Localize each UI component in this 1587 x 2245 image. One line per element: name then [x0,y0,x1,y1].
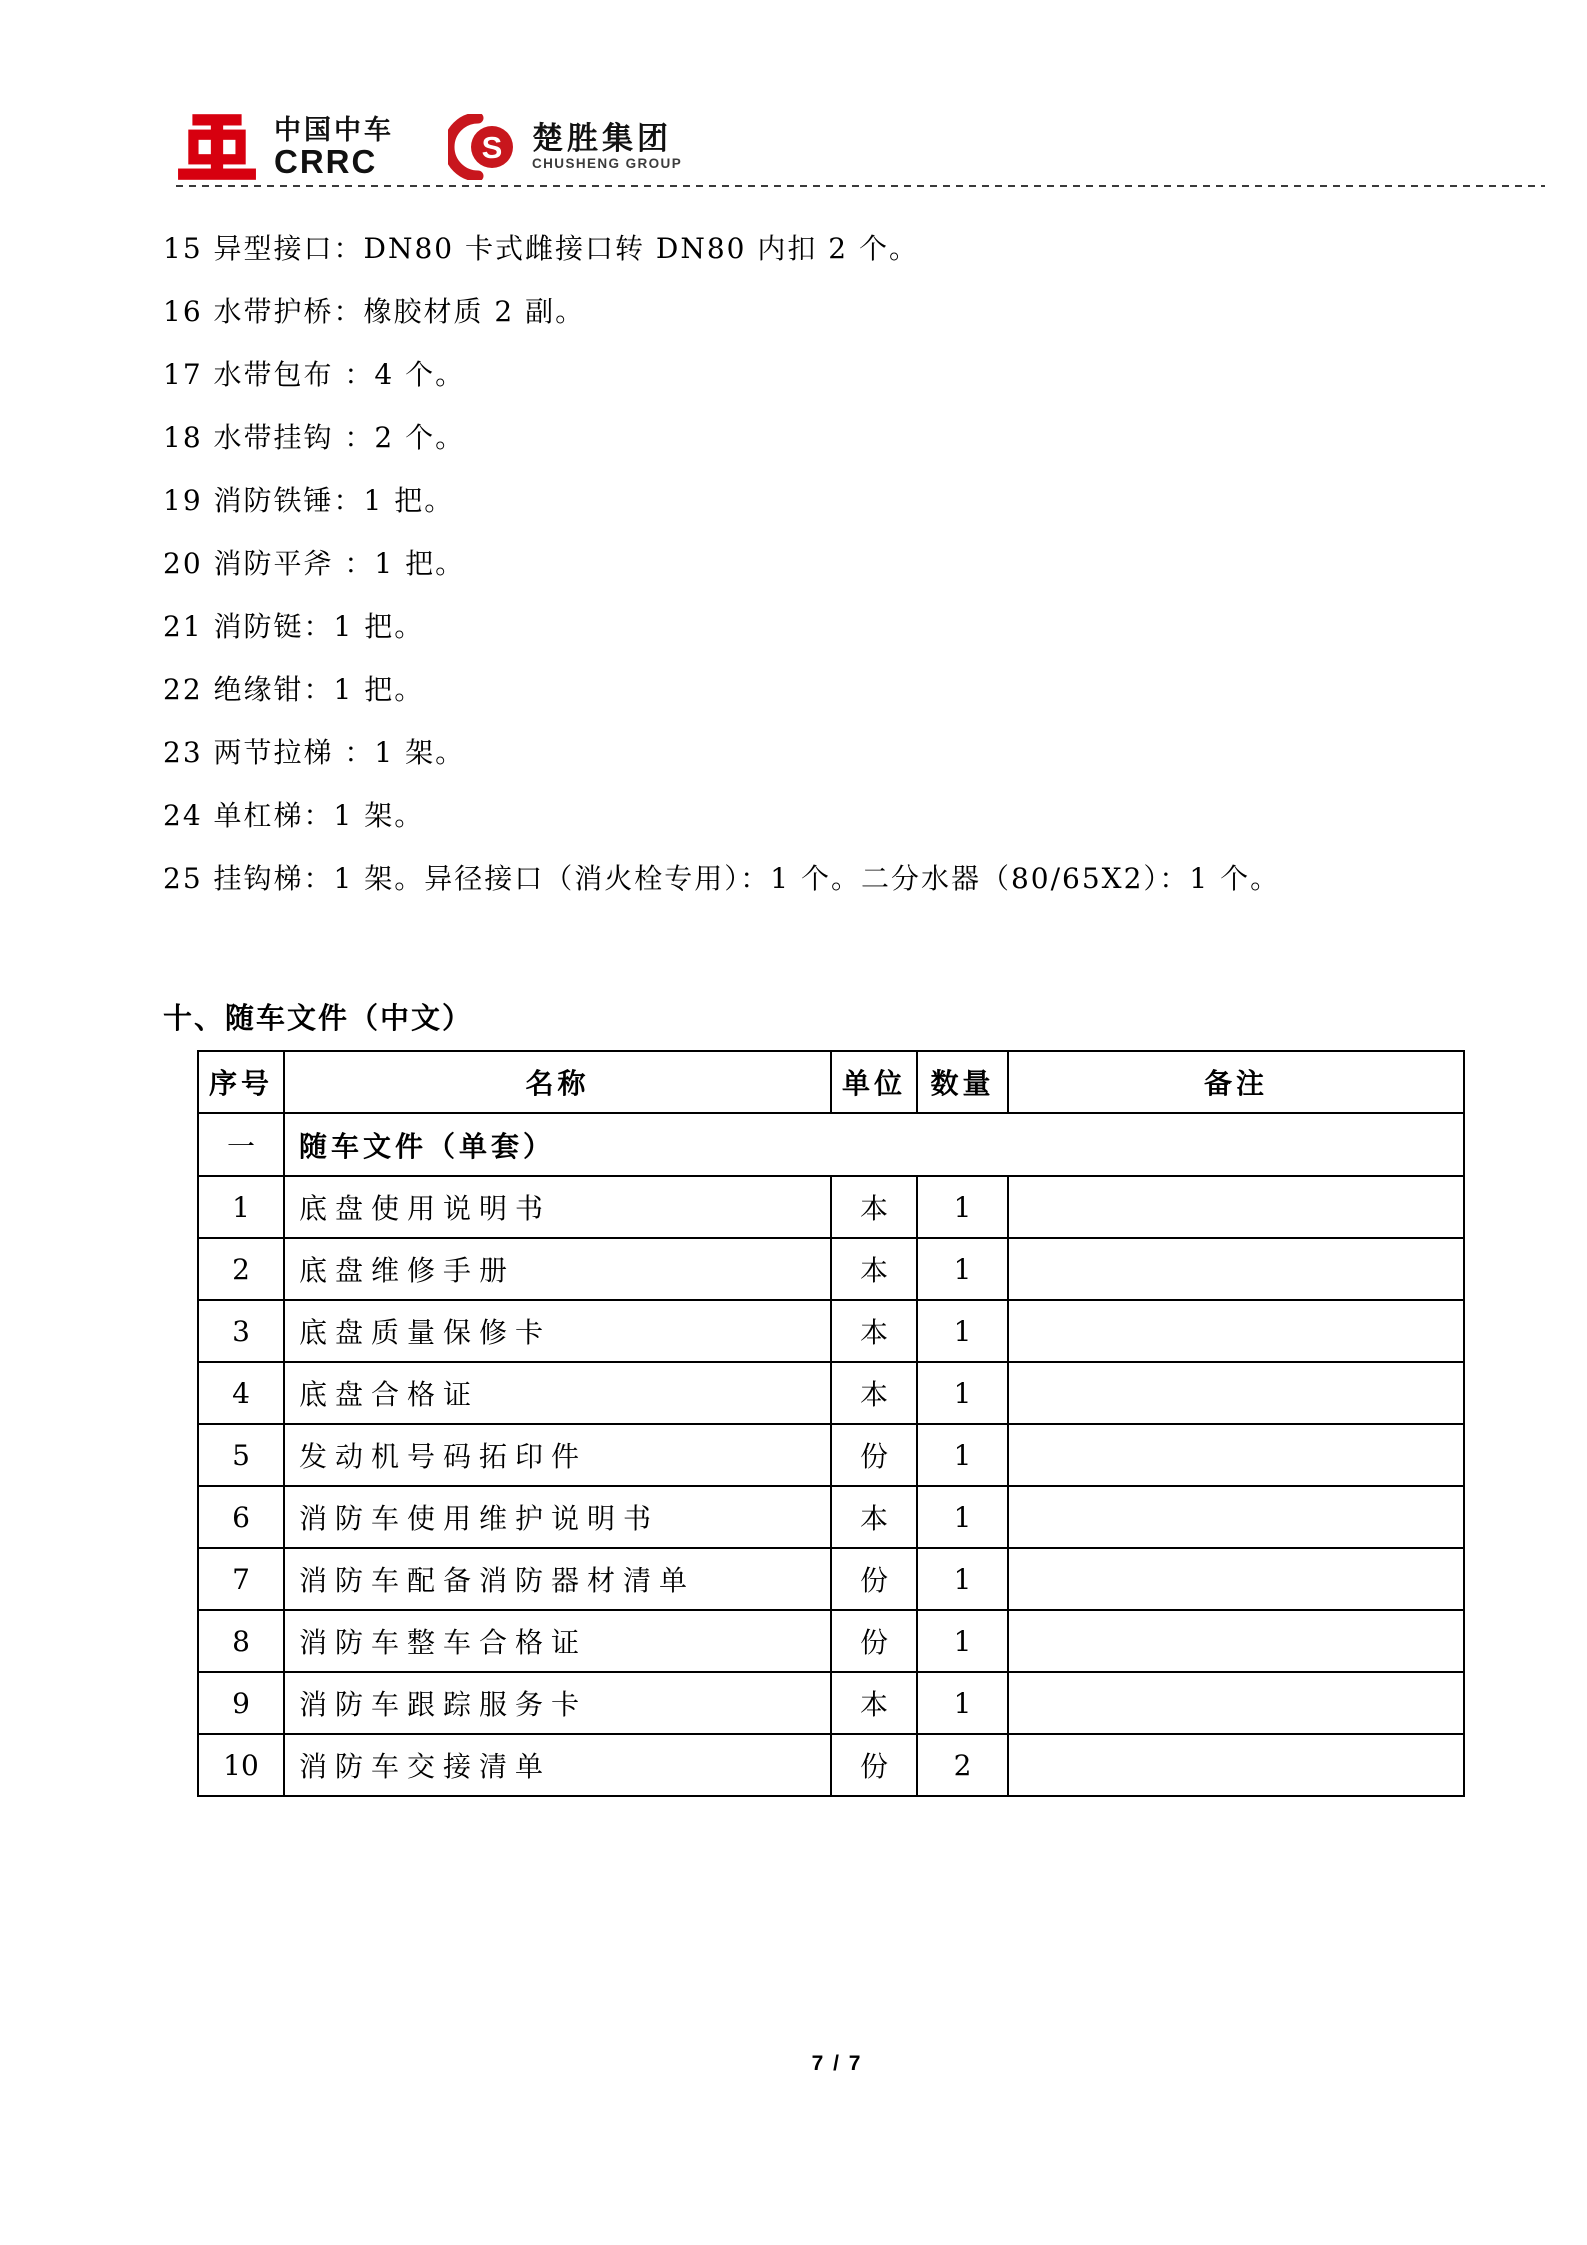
list-item [163,530,1483,593]
cell-note [1008,1176,1464,1238]
list-item-text: 16 水带护桥：橡胶材质 2 副。 [163,294,586,328]
cell-name: 消防车配备消防器材清单 [284,1548,831,1610]
crrc-cn-label: 中国中车 [274,115,394,146]
header-logos [176,112,682,182]
cell-unit: 本 [831,1362,917,1424]
list-item-text: 18 水带挂钩 ：2 个。 [163,420,466,454]
cell-name: 消防车使用维护说明书 [284,1486,831,1548]
group-row [198,1113,1464,1176]
cell-no: 4 [198,1362,284,1424]
group-row-index: 一 [198,1113,284,1176]
cell-name: 底盘使用说明书 [284,1176,831,1238]
col-header-no: 序号 [198,1051,284,1113]
list-item-text: 24 单杠梯：1 架。 [163,798,425,832]
crrc-wordmark [274,115,394,180]
list-item-text: 23 两节拉梯 ：1 架。 [163,735,466,769]
list-item-text: 15 异型接口：DN80 卡式雌接口转 DN80 内扣 2 个。 [163,231,920,265]
list-item [163,215,1483,278]
chusheng-cn-label: 楚胜集团 [532,120,672,156]
list-item [163,782,1483,845]
list-item [163,404,1483,467]
cell-no: 6 [198,1486,284,1548]
chusheng-en-label: CHUSHENG GROUP [532,155,683,171]
col-header-name: 名称 [284,1051,831,1113]
list-item [163,845,1483,908]
table-row [198,1424,1464,1486]
cell-note [1008,1300,1464,1362]
cell-qty: 1 [917,1486,1008,1548]
cell-unit: 本 [831,1176,917,1238]
cell-name: 底盘质量保修卡 [284,1300,831,1362]
table-rows [198,1176,1464,1796]
cell-unit: 份 [831,1424,917,1486]
cell-note [1008,1362,1464,1424]
cell-name: 消防车整车合格证 [284,1610,831,1672]
cell-qty: 1 [917,1548,1008,1610]
col-header-qty: 数量 [917,1051,1008,1113]
cell-no: 1 [198,1176,284,1238]
crrc-logo-icon [176,114,258,180]
cell-unit: 本 [831,1672,917,1734]
table-row [198,1486,1464,1548]
col-header-note: 备注 [1008,1051,1464,1113]
list-item [163,467,1483,530]
cell-unit: 本 [831,1238,917,1300]
list-item [163,593,1483,656]
svg-text:S: S [481,130,503,165]
cell-qty: 1 [917,1238,1008,1300]
cell-no: 9 [198,1672,284,1734]
cell-no: 8 [198,1610,284,1672]
list-item-text: 25 挂钩梯：1 架。异径接口（消火栓专用）：1 个。二分水器（80/65X2）：1 个。 [163,861,1281,895]
list-item [163,341,1483,404]
list-item-text: 22 绝缘钳：1 把。 [163,672,425,706]
cell-no: 10 [198,1734,284,1796]
list-item-text: 17 水带包布 ：4 个。 [163,357,466,391]
list-item [163,278,1483,341]
header-divider [176,185,1545,187]
cell-qty: 1 [917,1424,1008,1486]
cell-note [1008,1610,1464,1672]
table-header-row [198,1051,1464,1113]
chusheng-wordmark [532,122,682,172]
documents-table [197,1050,1465,1797]
table-row [198,1300,1464,1362]
list-item [163,656,1483,719]
cell-unit: 份 [831,1548,917,1610]
cell-name: 底盘维修手册 [284,1238,831,1300]
cell-no: 7 [198,1548,284,1610]
cell-note [1008,1672,1464,1734]
cell-name: 消防车交接清单 [284,1734,831,1796]
cell-unit: 本 [831,1300,917,1362]
documents-table-body [198,1051,1464,1176]
cell-qty: 1 [917,1176,1008,1238]
list-item-text: 21 消防铤：1 把。 [163,609,425,643]
col-header-unit: 单位 [831,1051,917,1113]
cell-note [1008,1238,1464,1300]
section-title: 十、随车文件（中文） [163,1003,474,1035]
list-item-text: 20 消防平斧 ：1 把。 [163,546,466,580]
cell-qty: 1 [917,1362,1008,1424]
cell-note [1008,1548,1464,1610]
group-row-title: 随车文件（单套） [284,1113,1464,1176]
table-row [198,1548,1464,1610]
table-row [198,1610,1464,1672]
list-item [163,719,1483,782]
cell-unit: 本 [831,1486,917,1548]
cell-qty: 1 [917,1610,1008,1672]
chusheng-logo-icon [448,114,520,180]
cell-qty: 1 [917,1300,1008,1362]
cell-no: 2 [198,1238,284,1300]
cell-name: 发动机号码拓印件 [284,1424,831,1486]
table-row [198,1176,1464,1238]
table-row [198,1362,1464,1424]
cell-unit: 份 [831,1734,917,1796]
list-item-text: 19 消防铁锤：1 把。 [163,483,455,517]
cell-no: 3 [198,1300,284,1362]
crrc-en-label: CRRC [274,142,378,180]
cell-unit: 份 [831,1610,917,1672]
table-row [198,1238,1464,1300]
table-row [198,1672,1464,1734]
cell-no: 5 [198,1424,284,1486]
page-number: 7 / 7 [811,2052,863,2075]
cell-note [1008,1734,1464,1796]
equipment-list [163,215,1483,908]
cell-qty: 2 [917,1734,1008,1796]
cell-note [1008,1486,1464,1548]
cell-qty: 1 [917,1672,1008,1734]
table-row [198,1734,1464,1796]
cell-name: 底盘合格证 [284,1362,831,1424]
cell-note [1008,1424,1464,1486]
cell-name: 消防车跟踪服务卡 [284,1672,831,1734]
